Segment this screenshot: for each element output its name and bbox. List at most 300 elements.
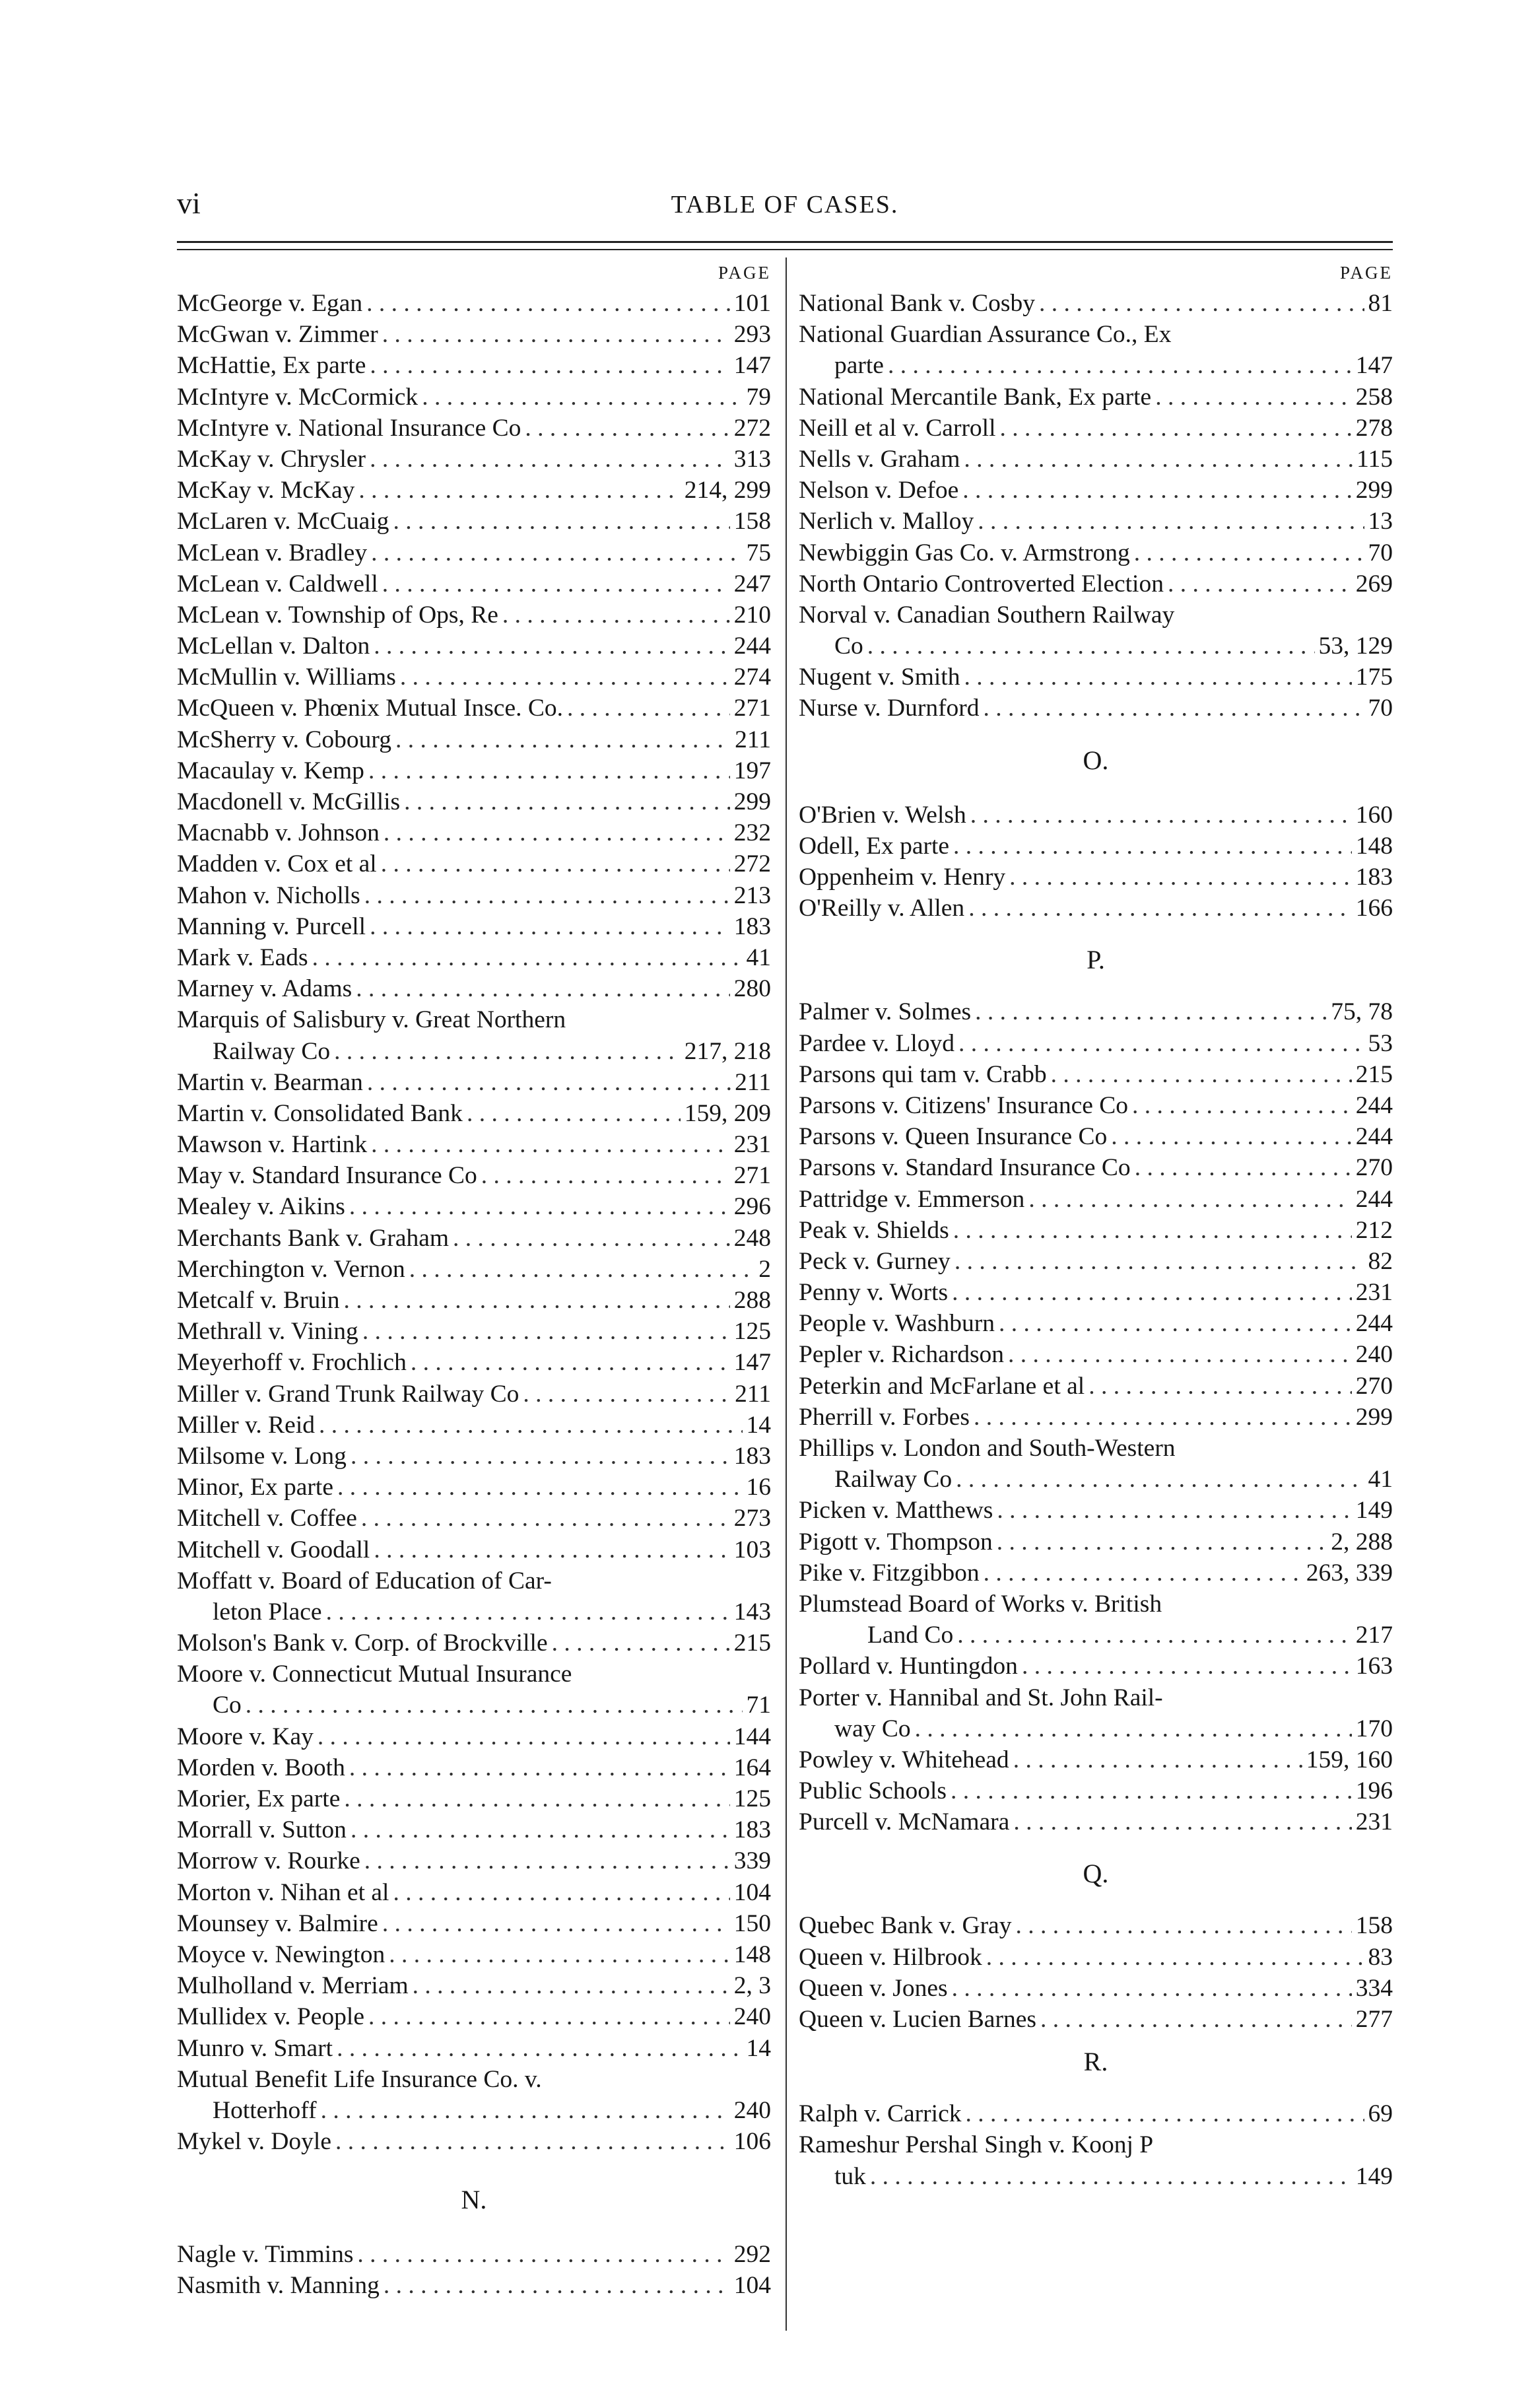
case-page-number: 183 xyxy=(733,1442,771,1470)
dot-leader xyxy=(954,1246,1364,1277)
case-entry xyxy=(799,413,1393,444)
case-name: Pherrill v. Forbes xyxy=(799,1403,970,1431)
dot-leader xyxy=(870,2161,1352,2192)
column-divider xyxy=(786,257,787,2331)
case-name: Nugent v. Smith xyxy=(799,664,960,691)
dot-leader xyxy=(404,786,730,817)
case-page-number: 163 xyxy=(1355,1653,1393,1680)
case-page-number: 280 xyxy=(733,975,771,1003)
case-page-number: 160 xyxy=(1355,801,1393,829)
case-name: Moore v. Kay xyxy=(177,1723,314,1750)
case-entry xyxy=(799,2098,1393,2129)
dot-leader xyxy=(552,1628,730,1659)
dot-leader xyxy=(411,1347,730,1378)
case-page-number: 197 xyxy=(733,757,771,784)
dot-leader xyxy=(364,1845,730,1876)
case-entry xyxy=(177,1347,771,1378)
case-name: Plumstead Board of Works v. British xyxy=(799,1590,1162,1618)
dot-leader xyxy=(358,475,680,506)
case-entry xyxy=(177,2033,771,2064)
case-page-number: 143 xyxy=(733,1598,771,1626)
case-entry xyxy=(177,1379,771,1410)
case-name: Palmer v. Solmes xyxy=(799,998,972,1026)
case-name: Marquis of Salisbury v. Great Northern xyxy=(177,1006,566,1034)
case-page-number: 2, 3 xyxy=(733,1972,771,2000)
case-name: Queen v. Lucien Barnes xyxy=(799,2006,1036,2033)
dot-leader xyxy=(409,1254,754,1285)
dot-leader xyxy=(951,1775,1352,1806)
case-name: Land Co xyxy=(867,1622,954,1649)
case-name: Morton v. Nihan et al xyxy=(177,1878,389,1906)
case-page-number: 273 xyxy=(733,1505,771,1532)
case-page-number: 247 xyxy=(733,570,771,598)
case-entry xyxy=(177,475,771,506)
case-name: Nells v. Graham xyxy=(799,445,960,473)
page-header xyxy=(177,184,1393,230)
case-name: Purcell v. McNamara xyxy=(799,1808,1010,1836)
case-entry xyxy=(177,1628,771,1659)
case-page-number: 158 xyxy=(733,508,771,535)
case-name: Mullidex v. People xyxy=(177,2003,364,2031)
case-name: Pike v. Fitzgibbon xyxy=(799,1559,980,1587)
case-page-number: 104 xyxy=(733,2272,771,2300)
case-page-number: 215 xyxy=(1355,1060,1393,1088)
dot-leader xyxy=(1168,568,1352,600)
case-entry xyxy=(177,817,771,848)
case-name: Moore v. Connecticut Mutual Insurance xyxy=(177,1661,572,1688)
case-name: Meyerhoff v. Frochlich xyxy=(177,1349,407,1377)
dot-leader xyxy=(367,1067,731,1098)
case-page-number: 106 xyxy=(733,2128,771,2156)
dot-leader xyxy=(997,1526,1327,1558)
case-entry xyxy=(799,2161,1393,2192)
case-page-number: 231 xyxy=(733,1131,771,1159)
case-page-number: 214, 299 xyxy=(684,477,771,504)
dot-leader xyxy=(867,631,1315,662)
case-entry xyxy=(177,1472,771,1503)
case-entry xyxy=(799,1215,1393,1246)
case-entry xyxy=(799,1402,1393,1433)
case-name: Nelson v. Defoe xyxy=(799,477,959,504)
case-page-number: 217, 218 xyxy=(684,1037,771,1065)
case-name: Powley v. Whitehead xyxy=(799,1746,1009,1773)
case-entry xyxy=(799,1744,1393,1775)
case-entry xyxy=(177,1098,771,1129)
case-page-number: 313 xyxy=(733,445,771,473)
case-name: Railway Co xyxy=(213,1037,331,1065)
case-name: Mawson v. Hartink xyxy=(177,1131,368,1159)
case-page-number: 150 xyxy=(733,1909,771,1937)
case-name: Penny v. Worts xyxy=(799,1279,949,1307)
case-page-number: 183 xyxy=(733,1816,771,1844)
case-name: McLean v. Caldwell xyxy=(177,570,378,598)
case-name: Marney v. Adams xyxy=(177,975,352,1003)
case-page-number: 147 xyxy=(733,352,771,380)
case-name: Peck v. Gurney xyxy=(799,1247,951,1275)
case-page-number: 258 xyxy=(1355,383,1393,411)
case-page-number: 13 xyxy=(1368,508,1393,535)
dot-leader xyxy=(978,506,1364,537)
case-entry xyxy=(799,996,1393,1027)
dot-leader xyxy=(523,1379,731,1410)
case-entry xyxy=(799,2004,1393,2035)
case-list-n xyxy=(799,288,1393,724)
case-page-number: 159, 160 xyxy=(1306,1746,1393,1773)
case-page-number: 231 xyxy=(1355,1808,1393,1836)
dot-leader xyxy=(370,350,729,381)
case-name: National Mercantile Bank, Ex parte xyxy=(799,383,1152,411)
case-entry xyxy=(177,1721,771,1752)
case-entry xyxy=(799,1184,1393,1215)
dot-leader xyxy=(467,1098,681,1129)
dot-leader xyxy=(986,1942,1364,1973)
case-page-number: 148 xyxy=(733,1940,771,1968)
case-page-number: 71 xyxy=(746,1692,771,1719)
dot-leader xyxy=(368,2001,730,2032)
case-page-number: 217 xyxy=(1355,1622,1393,1649)
case-entry xyxy=(177,288,771,319)
case-name: Picken v. Matthews xyxy=(799,1497,993,1525)
case-name: McLean v. Township of Ops, Re xyxy=(177,601,498,629)
dot-leader xyxy=(395,724,731,755)
case-entry xyxy=(799,1651,1393,1682)
case-entry xyxy=(177,537,771,568)
case-page-number: 211 xyxy=(735,726,771,753)
case-page-number: 277 xyxy=(1355,2006,1393,2033)
header-rule-thin xyxy=(177,249,1393,250)
case-name: McSherry v. Cobourg xyxy=(177,726,391,753)
case-entry xyxy=(177,693,771,724)
case-name: Parsons v. Citizens' Insurance Co xyxy=(799,1091,1129,1119)
case-entry xyxy=(177,568,771,600)
dot-leader xyxy=(337,1472,743,1503)
case-name: McGeorge v. Egan xyxy=(177,290,363,317)
case-page-number: 14 xyxy=(746,2034,771,2062)
case-page-number: 53, 129 xyxy=(1318,633,1393,660)
dot-leader xyxy=(1051,1059,1352,1090)
case-page-number: 149 xyxy=(1355,1497,1393,1525)
case-page-number: 299 xyxy=(1355,1403,1393,1431)
case-page-number: 70 xyxy=(1368,539,1393,566)
case-name: North Ontario Controverted Election xyxy=(799,570,1164,598)
dot-leader xyxy=(318,1721,730,1752)
dot-leader xyxy=(389,1939,730,1970)
case-name: McGwan v. Zimmer xyxy=(177,321,378,349)
case-page-number: 271 xyxy=(733,695,771,722)
case-page-number: 148 xyxy=(1355,832,1393,860)
case-name: Queen v. Hilbrook xyxy=(799,1943,982,1971)
dot-leader xyxy=(953,831,1352,862)
case-name: National Guardian Assurance Co., Ex xyxy=(799,321,1172,349)
case-name: Martin v. Consolidated Bank xyxy=(177,1099,463,1127)
dot-leader xyxy=(975,996,1327,1027)
dot-leader xyxy=(400,662,730,693)
dot-leader xyxy=(997,1495,1351,1526)
dot-leader xyxy=(319,1410,743,1441)
case-page-number: 274 xyxy=(733,664,771,691)
dot-leader xyxy=(1028,1184,1351,1215)
dot-leader xyxy=(974,1402,1352,1433)
case-name: Morrall v. Sutton xyxy=(177,1816,347,1844)
case-entry xyxy=(177,1596,771,1628)
case-name: Morden v. Booth xyxy=(177,1754,345,1781)
dot-leader xyxy=(393,506,729,537)
case-name: National Bank v. Cosby xyxy=(799,290,1035,317)
case-name: Pattridge v. Emmerson xyxy=(799,1185,1025,1213)
case-entry xyxy=(177,942,771,973)
case-entry xyxy=(799,568,1393,600)
case-entry xyxy=(177,2126,771,2157)
case-entry xyxy=(799,1371,1393,1402)
dot-leader xyxy=(964,662,1351,693)
dot-leader xyxy=(351,1441,730,1472)
case-entry xyxy=(799,1682,1393,1713)
case-name: O'Reilly v. Allen xyxy=(799,895,965,922)
dot-leader xyxy=(370,911,730,942)
case-page-number: 293 xyxy=(733,321,771,349)
case-list-m xyxy=(177,288,771,2157)
case-list-r xyxy=(799,2098,1393,2192)
case-page-number: 211 xyxy=(735,1380,771,1408)
case-entry xyxy=(177,1254,771,1285)
case-entry xyxy=(177,631,771,662)
case-entry xyxy=(799,1910,1393,1941)
dot-leader xyxy=(970,800,1352,831)
case-entry xyxy=(799,1277,1393,1308)
case-entry xyxy=(799,1620,1393,1651)
dot-leader xyxy=(1135,1152,1352,1183)
case-page-number: 270 xyxy=(1355,1154,1393,1182)
case-name: Mealey v. Aikins xyxy=(177,1193,345,1221)
dot-leader xyxy=(321,2095,730,2126)
case-name: Mitchell v. Coffee xyxy=(177,1505,357,1532)
dot-leader xyxy=(567,693,730,724)
case-name: Nagle v. Timmins xyxy=(177,2241,354,2269)
dot-leader xyxy=(1111,1121,1352,1152)
case-page-number: 240 xyxy=(733,2003,771,2031)
section-heading-r: R. xyxy=(1083,2047,1108,2077)
case-page-number: 101 xyxy=(733,290,771,317)
case-name: Parsons v. Standard Insurance Co xyxy=(799,1154,1131,1182)
case-page-number: 278 xyxy=(1355,414,1393,442)
case-page-number: 79 xyxy=(746,383,771,411)
case-name: O'Brien v. Welsh xyxy=(799,801,966,829)
dot-leader xyxy=(1088,1371,1352,1402)
case-name: Milsome v. Long xyxy=(177,1442,347,1470)
case-name: McLaren v. McCuaig xyxy=(177,508,389,535)
case-name: Nerlich v. Malloy xyxy=(799,508,974,535)
case-entry xyxy=(177,2001,771,2032)
case-name: Pardee v. Lloyd xyxy=(799,1029,955,1057)
case-entry xyxy=(799,1526,1393,1558)
case-page-number: 166 xyxy=(1355,895,1393,922)
case-page-number: 159, 209 xyxy=(684,1099,771,1127)
case-entry xyxy=(177,973,771,1004)
dot-leader xyxy=(915,1713,1352,1744)
case-name: Ralph v. Carrick xyxy=(799,2100,962,2128)
case-entry xyxy=(177,2270,771,2301)
dot-leader xyxy=(349,1191,730,1222)
case-entry xyxy=(177,1659,771,1690)
case-page-number: 296 xyxy=(733,1193,771,1221)
case-page-number: 231 xyxy=(1355,1279,1393,1307)
case-entry xyxy=(799,600,1393,631)
case-page-number: 215 xyxy=(733,1629,771,1657)
case-page-number: 183 xyxy=(733,912,771,940)
dot-leader xyxy=(374,631,729,662)
case-name: McQueen v. Phœnix Mutual Insce. Co. xyxy=(177,695,563,722)
case-page-number: 125 xyxy=(733,1318,771,1346)
dot-leader xyxy=(413,1970,730,2001)
case-page-number: 41 xyxy=(1368,1466,1393,1493)
dot-leader xyxy=(370,444,730,475)
case-entry xyxy=(799,350,1393,381)
page-title: TABLE OF CASES. xyxy=(671,191,899,219)
dot-leader xyxy=(968,893,1352,924)
case-entry xyxy=(177,848,771,879)
dot-leader xyxy=(382,1908,730,1939)
dot-leader xyxy=(351,1814,730,1845)
case-entry xyxy=(177,1814,771,1845)
case-page-number: 125 xyxy=(733,1785,771,1812)
case-entry xyxy=(177,880,771,911)
case-name: Mykel v. Doyle xyxy=(177,2128,331,2156)
case-name: Macnabb v. Johnson xyxy=(177,819,380,847)
dot-leader xyxy=(1132,1090,1352,1121)
dot-leader xyxy=(999,1308,1352,1339)
case-entry xyxy=(799,288,1393,319)
page-number: vi xyxy=(177,186,201,220)
case-page-number: 75 xyxy=(746,539,771,566)
dot-leader xyxy=(357,2239,729,2270)
case-page-number: 81 xyxy=(1368,290,1393,317)
left-column xyxy=(177,257,771,2302)
case-name: Public Schools xyxy=(799,1777,947,1805)
case-entry xyxy=(177,724,771,755)
case-entry xyxy=(177,1285,771,1316)
case-name: Merchants Bank v. Graham xyxy=(177,1224,450,1252)
dot-leader xyxy=(1013,1806,1351,1837)
case-name: Neill et al v. Carroll xyxy=(799,414,996,442)
dot-leader xyxy=(502,600,730,631)
case-name: Pollard v. Huntingdon xyxy=(799,1653,1018,1680)
case-entry xyxy=(799,1028,1393,1059)
case-name: Pigott v. Thompson xyxy=(799,1528,993,1556)
case-name: Railway Co xyxy=(834,1466,953,1493)
case-entry xyxy=(799,893,1393,924)
case-page-number: 70 xyxy=(1368,695,1393,722)
case-page-number: 144 xyxy=(733,1723,771,1750)
section-heading-q: Q. xyxy=(1083,1859,1109,1889)
case-entry xyxy=(177,2239,771,2270)
dot-leader xyxy=(334,1036,681,1067)
case-name: Hotterhoff xyxy=(213,2096,317,2124)
header-rule xyxy=(177,241,1393,243)
dot-leader xyxy=(453,1223,730,1254)
case-entry xyxy=(799,1713,1393,1744)
case-name: Queen v. Jones xyxy=(799,1974,948,2002)
case-entry xyxy=(799,693,1393,724)
case-entry xyxy=(799,1589,1393,1620)
case-list-p xyxy=(799,996,1393,1837)
case-name: Moyce v. Newington xyxy=(177,1940,385,1968)
dot-leader xyxy=(957,1620,1352,1651)
dot-leader xyxy=(246,1690,743,1721)
case-name: Minor, Ex parte xyxy=(177,1474,333,1501)
dot-leader xyxy=(335,2126,730,2157)
case-entry xyxy=(177,506,771,537)
case-entry xyxy=(799,631,1393,662)
dot-leader xyxy=(525,413,729,444)
case-entry xyxy=(177,662,771,693)
case-name: May v. Standard Insurance Co xyxy=(177,1162,477,1190)
case-name: Peak v. Shields xyxy=(799,1216,949,1244)
case-entry xyxy=(177,1036,771,1067)
case-entry xyxy=(799,537,1393,568)
page-column-head: PAGE xyxy=(718,263,771,283)
case-page-number: 299 xyxy=(1355,477,1393,504)
dot-leader xyxy=(1039,288,1364,319)
case-page-number: 147 xyxy=(733,1349,771,1377)
case-page-number: 240 xyxy=(1355,1341,1393,1369)
case-page-number: 14 xyxy=(746,1411,771,1439)
case-page-number: 299 xyxy=(733,788,771,815)
dot-leader xyxy=(1015,1910,1351,1941)
case-name: Phillips v. London and South-Western xyxy=(799,1435,1176,1462)
case-name: Mulholland v. Merriam xyxy=(177,1972,409,2000)
dot-leader xyxy=(1013,1744,1302,1775)
case-entry xyxy=(799,1775,1393,1806)
dot-leader xyxy=(1008,1339,1352,1370)
case-entry xyxy=(799,319,1393,350)
case-entry xyxy=(799,1121,1393,1152)
case-entry xyxy=(799,1973,1393,2004)
case-name: McIntyre v. McCormick xyxy=(177,383,418,411)
case-page-number: 41 xyxy=(746,943,771,971)
case-page-number: 147 xyxy=(1355,352,1393,380)
case-name: Mark v. Eads xyxy=(177,943,308,971)
dot-leader xyxy=(481,1160,730,1191)
case-name: Munro v. Smart xyxy=(177,2034,333,2062)
dot-leader xyxy=(962,475,1351,506)
dot-leader xyxy=(956,1464,1364,1495)
case-name: Merchington v. Vernon xyxy=(177,1255,405,1283)
case-page-number: 232 xyxy=(733,819,771,847)
case-name: Porter v. Hannibal and St. John Rail- xyxy=(799,1684,1163,1711)
dot-leader xyxy=(371,537,742,568)
case-list-n-continued xyxy=(177,2239,771,2301)
case-page-number: 288 xyxy=(733,1287,771,1314)
case-entry xyxy=(799,1152,1393,1183)
case-entry xyxy=(799,800,1393,831)
case-entry xyxy=(177,911,771,942)
case-page-number: 244 xyxy=(1355,1123,1393,1151)
case-name: Macdonell v. McGillis xyxy=(177,788,401,815)
case-entry xyxy=(177,1129,771,1160)
case-page-number: 75, 78 xyxy=(1331,998,1393,1026)
section-heading-p: P. xyxy=(1087,945,1105,975)
case-entry xyxy=(177,382,771,413)
case-entry xyxy=(177,600,771,631)
case-page-number: 115 xyxy=(1356,445,1393,473)
case-entry xyxy=(799,1308,1393,1339)
case-entry xyxy=(799,1339,1393,1370)
case-page-number: 244 xyxy=(733,633,771,660)
dot-leader xyxy=(362,1316,730,1347)
dot-leader xyxy=(1022,1651,1352,1682)
case-entry xyxy=(799,382,1393,413)
case-page-number: 53 xyxy=(1368,1029,1393,1057)
